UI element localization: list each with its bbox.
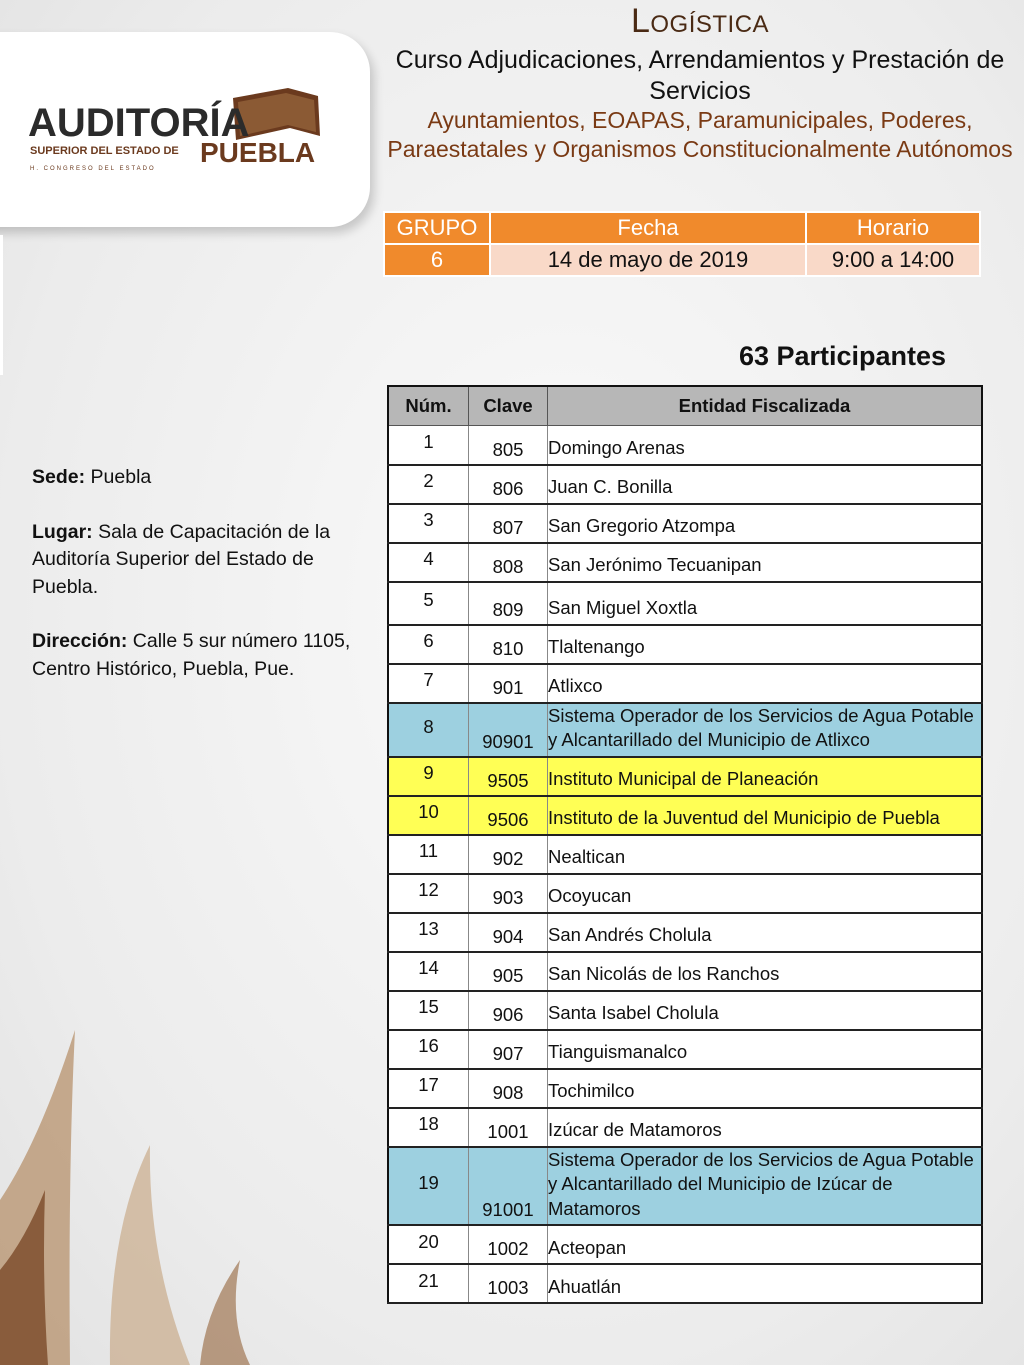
row-clave: 808 — [469, 543, 548, 582]
table-row — [388, 703, 982, 757]
row-entidad: San Jerónimo Tecuanipan — [548, 543, 983, 582]
logo-main-text: AUDITORÍA — [28, 101, 250, 145]
row-entidad: Ahuatlán — [548, 1264, 983, 1303]
row-num: 12 — [388, 874, 469, 913]
row-num: 14 — [388, 952, 469, 991]
row-num: 17 — [388, 1069, 469, 1108]
row-clave: 902 — [469, 835, 548, 874]
row-num: 1 — [388, 426, 469, 465]
direccion-value: Calle 5 sur número 1105, Centro Histórico, Puebla, Pue. — [32, 630, 351, 680]
table-row — [388, 1147, 982, 1226]
row-entidad: Instituto Municipal de Planeación — [548, 757, 983, 796]
entities-body — [388, 426, 982, 1304]
row-num: 13 — [388, 913, 469, 952]
row-entidad: Izúcar de Matamoros — [548, 1108, 983, 1147]
sede-line — [32, 464, 377, 492]
row-clave: 1002 — [469, 1225, 548, 1264]
row-entidad: Ocoyucan — [548, 874, 983, 913]
row-clave: 810 — [469, 625, 548, 664]
row-entidad: Nealtican — [548, 835, 983, 874]
row-entidad: Sistema Operador de los Servicios de Agua Potable y Alcantarillado del Municipio de Izúcar de Matamoros — [548, 1147, 983, 1226]
row-num: 16 — [388, 1030, 469, 1069]
row-entidad: San Miguel Xoxtla — [548, 582, 983, 625]
schedule-group: 6 — [384, 244, 490, 276]
table-row — [388, 757, 982, 796]
table-row — [388, 874, 982, 913]
row-clave: 806 — [469, 465, 548, 504]
schedule-header-horario: Horario — [806, 212, 980, 244]
row-entidad: Domingo Arenas — [548, 426, 983, 465]
row-num: 20 — [388, 1225, 469, 1264]
table-row — [388, 465, 982, 504]
row-clave: 908 — [469, 1069, 548, 1108]
direccion-line — [32, 628, 377, 683]
participants-count: 63 Participantes — [738, 341, 947, 371]
row-num: 6 — [388, 625, 469, 664]
lugar-line — [32, 519, 377, 602]
row-entidad: Tochimilco — [548, 1069, 983, 1108]
row-clave: 91001 — [469, 1147, 548, 1226]
schedule-date: 14 de mayo de 2019 — [490, 244, 806, 276]
table-row — [388, 1108, 982, 1147]
row-clave: 907 — [469, 1030, 548, 1069]
header-num: Núm. — [388, 386, 469, 426]
sede-label: Sede: — [32, 466, 86, 488]
row-entidad: Atlixco — [548, 664, 983, 703]
table-row — [388, 991, 982, 1030]
schedule-header-row — [384, 212, 980, 244]
logo-sub3-text: H. CONGRESO DEL ESTADO — [30, 166, 156, 172]
row-clave: 906 — [469, 991, 548, 1030]
row-entidad: Juan C. Bonilla — [548, 465, 983, 504]
table-row — [388, 1264, 982, 1303]
row-num: 18 — [388, 1108, 469, 1147]
entities-table — [387, 385, 983, 1304]
table-row — [388, 543, 982, 582]
row-num: 9 — [388, 757, 469, 796]
row-entidad: Instituto de la Juventud del Municipio de Puebla — [548, 796, 983, 835]
row-entidad: Santa Isabel Cholula — [548, 991, 983, 1030]
row-entidad: Sistema Operador de los Servicios de Agua Potable y Alcantarillado del Municipio de Atlixco — [548, 703, 983, 757]
row-entidad: San Andrés Cholula — [548, 913, 983, 952]
decorative-shapes — [0, 1020, 260, 1365]
row-num: 19 — [388, 1147, 469, 1226]
table-row — [388, 426, 982, 465]
direccion-label: Dirección: — [32, 630, 128, 652]
row-entidad: San Gregorio Atzompa — [548, 504, 983, 543]
schedule-header-fecha: Fecha — [490, 212, 806, 244]
row-entidad: Tlaltenango — [548, 625, 983, 664]
row-clave: 807 — [469, 504, 548, 543]
row-num: 2 — [388, 465, 469, 504]
sede-value: Puebla — [85, 466, 152, 488]
row-clave: 901 — [469, 664, 548, 703]
table-row — [388, 625, 982, 664]
table-row — [388, 1069, 982, 1108]
row-num: 10 — [388, 796, 469, 835]
row-entidad: Tianguismanalco — [548, 1030, 983, 1069]
row-clave: 809 — [469, 582, 548, 625]
entities-header-row — [388, 386, 982, 426]
schedule-time: 9:00 a 14:00 — [806, 244, 980, 276]
row-num: 15 — [388, 991, 469, 1030]
row-clave: 90901 — [469, 703, 548, 757]
row-clave: 9506 — [469, 796, 548, 835]
table-row — [388, 1225, 982, 1264]
schedule-header-grupo: GRUPO — [384, 212, 490, 244]
row-num: 4 — [388, 543, 469, 582]
table-row — [388, 1030, 982, 1069]
row-num: 11 — [388, 835, 469, 874]
schedule-row — [384, 244, 980, 276]
table-row — [388, 835, 982, 874]
row-entidad: San Nicolás de los Ranchos — [548, 952, 983, 991]
row-clave: 1003 — [469, 1264, 548, 1303]
table-row — [388, 504, 982, 543]
logo-sub1-text: SUPERIOR DEL ESTADO DE — [30, 145, 179, 157]
table-row — [388, 913, 982, 952]
row-num: 8 — [388, 703, 469, 757]
row-clave: 903 — [469, 874, 548, 913]
schedule-table — [383, 211, 981, 277]
row-clave: 1001 — [469, 1108, 548, 1147]
page-title: Logística — [630, 2, 770, 40]
row-num: 7 — [388, 664, 469, 703]
auditoria-logo — [28, 88, 328, 178]
table-row — [388, 952, 982, 991]
course-title: Curso Adjudicaciones, Arrendamientos y Prestación de Servicios — [395, 46, 1005, 105]
header-entidad: Entidad Fiscalizada — [548, 386, 983, 426]
location-info — [32, 464, 377, 710]
row-num: 5 — [388, 582, 469, 625]
row-num: 21 — [388, 1264, 469, 1303]
row-num: 3 — [388, 504, 469, 543]
lugar-label: Lugar: — [32, 520, 93, 543]
lugar-value: Sala de Capacitación de la Auditoría Superior del Estado de Puebla. — [32, 520, 331, 598]
row-entidad: Acteopan — [548, 1225, 983, 1264]
row-clave: 905 — [469, 952, 548, 991]
audience-subtitle: Ayuntamientos, EOAPAS, Paramunicipales, Poderes, Paraestatales y Organismos Constitucionalmente Autónomos — [387, 107, 1013, 162]
row-clave: 805 — [469, 426, 548, 465]
table-row — [388, 664, 982, 703]
header-clave: Clave — [469, 386, 548, 426]
row-clave: 9505 — [469, 757, 548, 796]
row-clave: 904 — [469, 913, 548, 952]
logo-sub2-text: PUEBLA — [200, 137, 316, 168]
side-divider — [0, 235, 3, 375]
table-row — [388, 796, 982, 835]
table-row — [388, 582, 982, 625]
